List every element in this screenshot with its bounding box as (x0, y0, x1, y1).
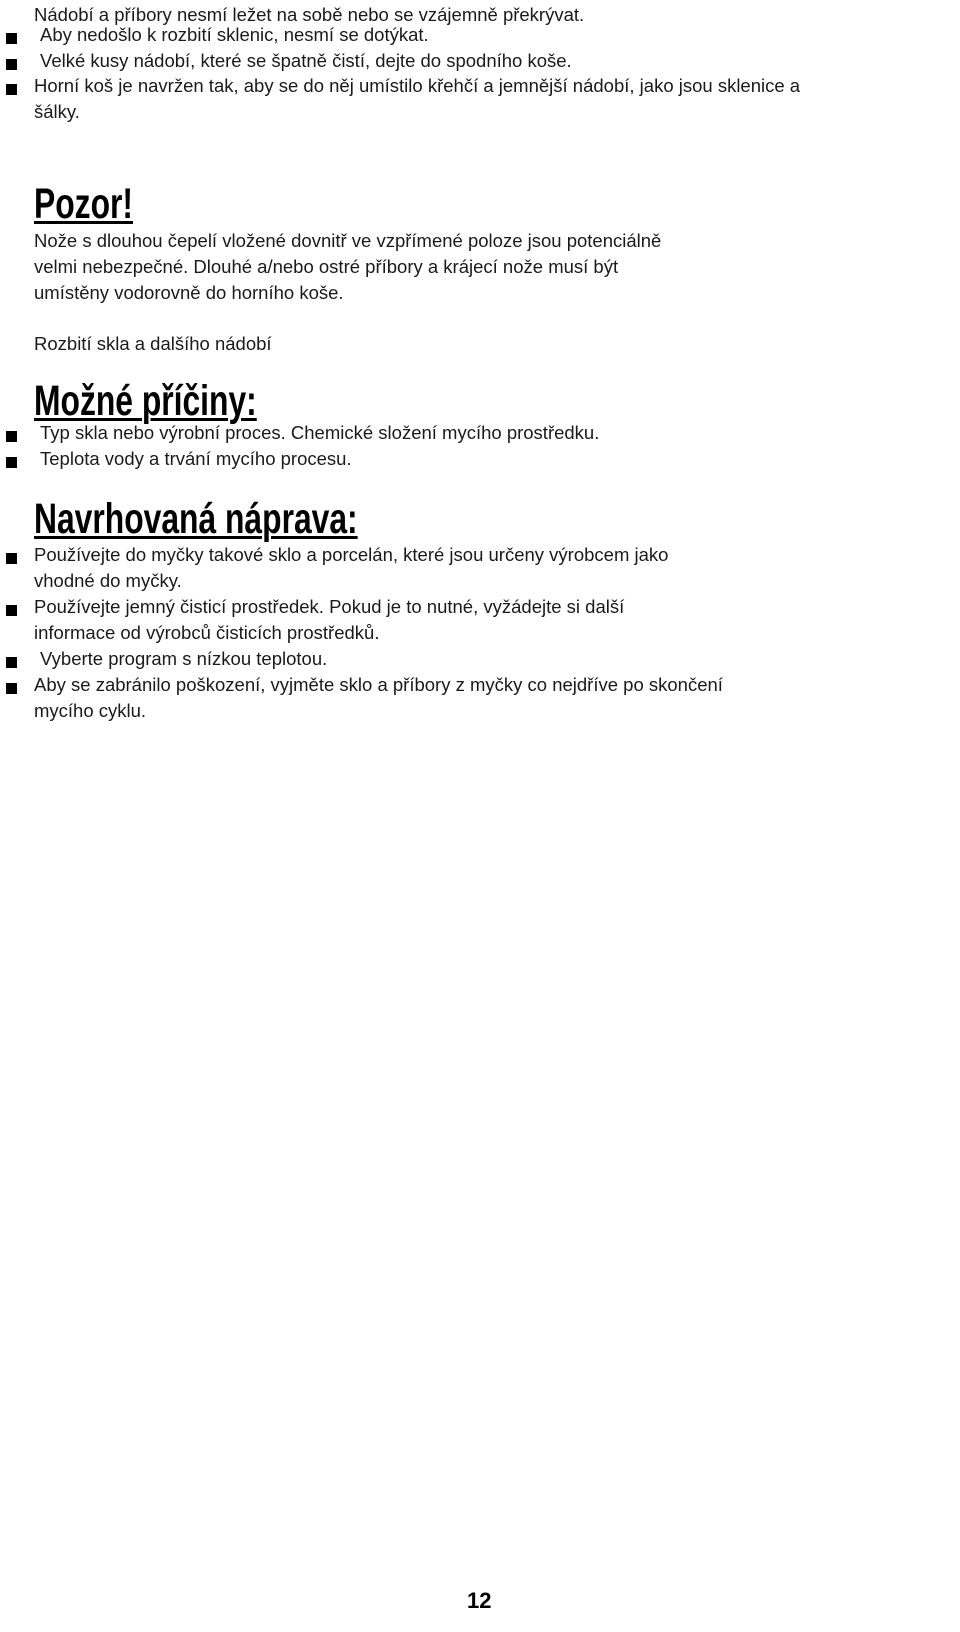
remedy-item-1-line-1: Používejte do myčky takové sklo a porcelán, které jsou určeny výrobcem jako (34, 544, 669, 565)
warning-heading: Pozor! (34, 180, 133, 228)
bullet-square-icon (6, 84, 17, 95)
bullet-square-icon (6, 683, 17, 694)
remedy-heading: Navrhovaná náprava: (34, 495, 358, 543)
warning-line-2: velmi nebezpečné. Dlouhé a/nebo ostré příbory a krájecí nože musí být (34, 256, 619, 277)
bullet-square-icon (6, 33, 17, 44)
intro-bullet-1: Aby nedošlo k rozbití sklenic, nesmí se dotýkat. (40, 24, 429, 45)
bullet-square-icon (6, 431, 17, 442)
remedy-item-1-line-2: vhodné do myčky. (34, 570, 182, 591)
bullet-square-icon (6, 59, 17, 70)
intro-bullet-3-line-1: Horní koš je navržen tak, aby se do něj umístilo křehčí a jemnější nádobí, jako jsou sklenice a (34, 75, 801, 96)
problem-title: Rozbití skla a dalšího nádobí (34, 333, 272, 354)
bullet-square-icon (6, 553, 17, 564)
remedy-item-3: Vyberte program s nízkou teplotou. (40, 648, 328, 669)
remedy-item-2-line-1: Používejte jemný čisticí prostředek. Pokud je to nutné, vyžádejte si další (34, 596, 625, 617)
remedy-item-4-line-2: mycího cyklu. (34, 700, 147, 721)
cause-item-2: Teplota vody a trvání mycího procesu. (40, 448, 352, 469)
remedy-item-4-line-1: Aby se zabránilo poškození, vyjměte sklo a příbory z myčky co nejdříve po skončení (34, 674, 723, 695)
bullet-square-icon (6, 657, 17, 668)
intro-bullet-2: Velké kusy nádobí, které se špatně čistí, dejte do spodního koše. (40, 50, 572, 71)
remedy-item-2-line-2: informace od výrobců čisticích prostředků. (34, 622, 380, 643)
page-number: 12 (467, 1588, 492, 1613)
warning-line-1: Nože s dlouhou čepelí vložené dovnitř ve vzpřímené poloze jsou potenciálně (34, 230, 662, 251)
bullet-square-icon (6, 605, 17, 616)
intro-line: Nádobí a příbory nesmí ležet na sobě nebo se vzájemně překrývat. (34, 4, 585, 25)
intro-bullet-3-line-2: šálky. (34, 101, 80, 122)
causes-heading: Možné příčiny: (34, 377, 257, 425)
bullet-square-icon (6, 457, 17, 468)
cause-item-1: Typ skla nebo výrobní proces. Chemické složení mycího prostředku. (40, 422, 600, 443)
warning-line-3: umístěny vodorovně do horního koše. (34, 282, 344, 303)
